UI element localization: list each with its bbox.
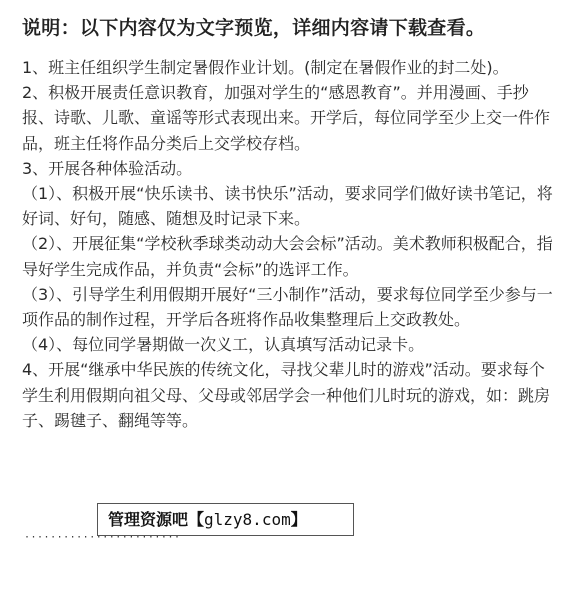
paragraph-4: 4、开展“继承中华民族的传统文化，寻找父辈儿时的游戏”活动。要求每个学生利用假期向祖父母、父母或邻居学会一种他们儿时玩的游戏，如：跳房子、踢毽子、翻绳等等。 xyxy=(22,360,551,430)
paragraph-2: 2、积极开展责任意识教育，加强对学生的“感恩教育”。并用漫画、手抄报、诗歌、儿歌、童谣等形式表现出来。开学后，每位同学至少上交一件作品，班主任将作品分类后上交学校存档。 xyxy=(22,83,551,153)
paragraph-3-4: （4）、每位同学暑期做一次义工，认真填写活动记录卡。 xyxy=(22,335,425,355)
paragraph-1: 1、班主任组织学生制定暑假作业计划。(制定在暑假作业的封二处)。 xyxy=(22,58,509,77)
watermark-site: glzy8.com xyxy=(204,510,291,529)
paragraph-3: 3、开展各种体验活动。 xyxy=(22,158,193,178)
paragraph-3-1: （1）、积极开展“快乐读书、读书快乐”活动，要求同学们做好读书笔记，将好词、好句，随感、随想及时记录下来。 xyxy=(22,184,553,229)
document-body xyxy=(22,55,557,433)
paragraph-3-2: （2）、开展征集“学校秋季球类动动大会会标”活动。美术教师积极配合，指导好学生完成作品，并负责“会标”的选评工作。 xyxy=(22,234,553,279)
preview-notice: 说明：以下内容仅为文字预览，详细内容请下载查看。 xyxy=(22,17,486,39)
paragraph-3-3: （3）、引导学生利用假期开展好“三小制作”活动，要求每位同学至少参与一项作品的制作过程，开学后各班将作品收集整理后上交政教处。 xyxy=(22,284,553,330)
truncation-dots: ························ xyxy=(24,532,181,543)
watermark-name: 管理资源吧【 xyxy=(108,510,205,529)
watermark-close: 】 xyxy=(290,510,307,529)
